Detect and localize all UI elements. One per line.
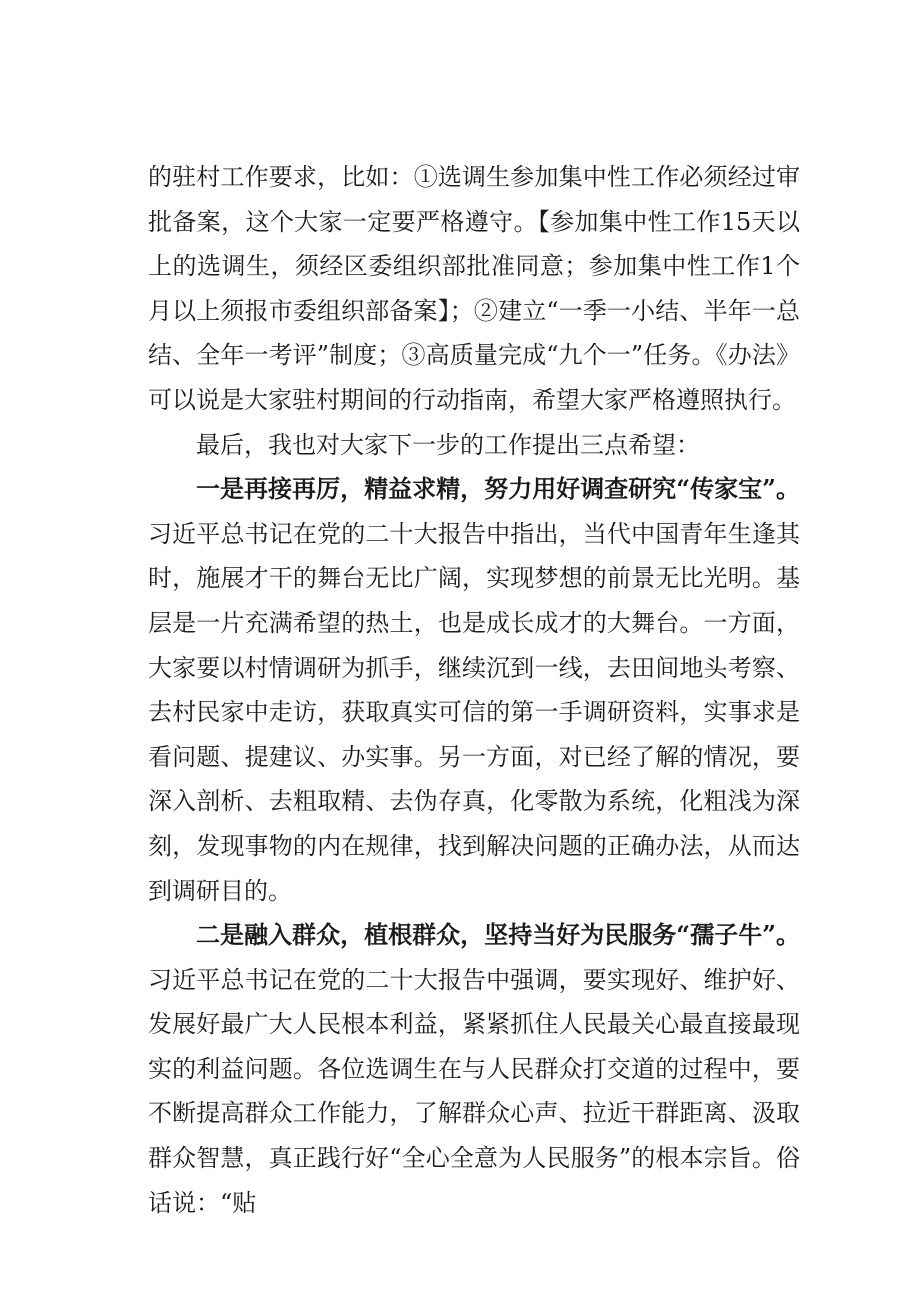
- paragraph-text: 习近平总书记在党的二十大报告中强调，要实现好、维护好、发展好最广大人民根本利益，紧紧抓住人民最关心最直接最现实的利益问题。各位选调生在与人民群众打交道的过程中，要不断提高群众工作能力，了解群众心声、拉近干群距离、汲取群众智慧，真正践行好“全心全意为人民服务”的根本宗旨。俗话说：“贴: [148, 965, 800, 1217]
- paragraph-hope-one: [148, 467, 800, 913]
- document-page: [148, 155, 800, 1225]
- paragraph-hope-two: [148, 913, 800, 1225]
- paragraph-heading: 一是再接再厉，精益求精，努力用好调查研究“传家宝”。: [196, 474, 800, 504]
- paragraph-requirements: [148, 155, 800, 423]
- paragraph-intro-hopes: [148, 423, 800, 468]
- paragraph-text: 习近平总书记在党的二十大报告中指出，当代中国青年生逢其时，施展才干的舞台无比广阔，实现梦想的前景无比光明。基层是一片充满希望的热土，也是成长成才的大舞台。一方面，大家要以村情调研为抓手，继续沉到一线，去田间地头考察、去村民家中走访，获取真实可信的第一手调研资料，实事求是看问题、提建议、办实事。另一方面，对已经了解的情况，要深入剖析、去粗取精、去伪存真，化零散为系统，化粗浅为深刻，发现事物的内在规律，找到解决问题的正确办法，从而达到调研目的。: [148, 519, 800, 905]
- paragraph-heading: 二是融入群众，植根群众，坚持当好为民服务“孺子牛”。: [196, 920, 800, 950]
- paragraph-text: 的驻村工作要求，比如：①选调生参加集中性工作必须经过审批备案，这个大家一定要严格遵守。【参加集中性工作15天以上的选调生，须经区委组织部批准同意；参加集中性工作1个月以上须报市委组织部备案】；②建立“一季一小结、半年一总结、全年一考评”制度；③高质量完成“九个一”任务。《办法》可以说是大家驻村期间的行动指南，希望大家严格遵照执行。: [148, 163, 800, 414]
- paragraph-text: 最后，我也对大家下一步的工作提出三点希望：: [196, 430, 700, 459]
